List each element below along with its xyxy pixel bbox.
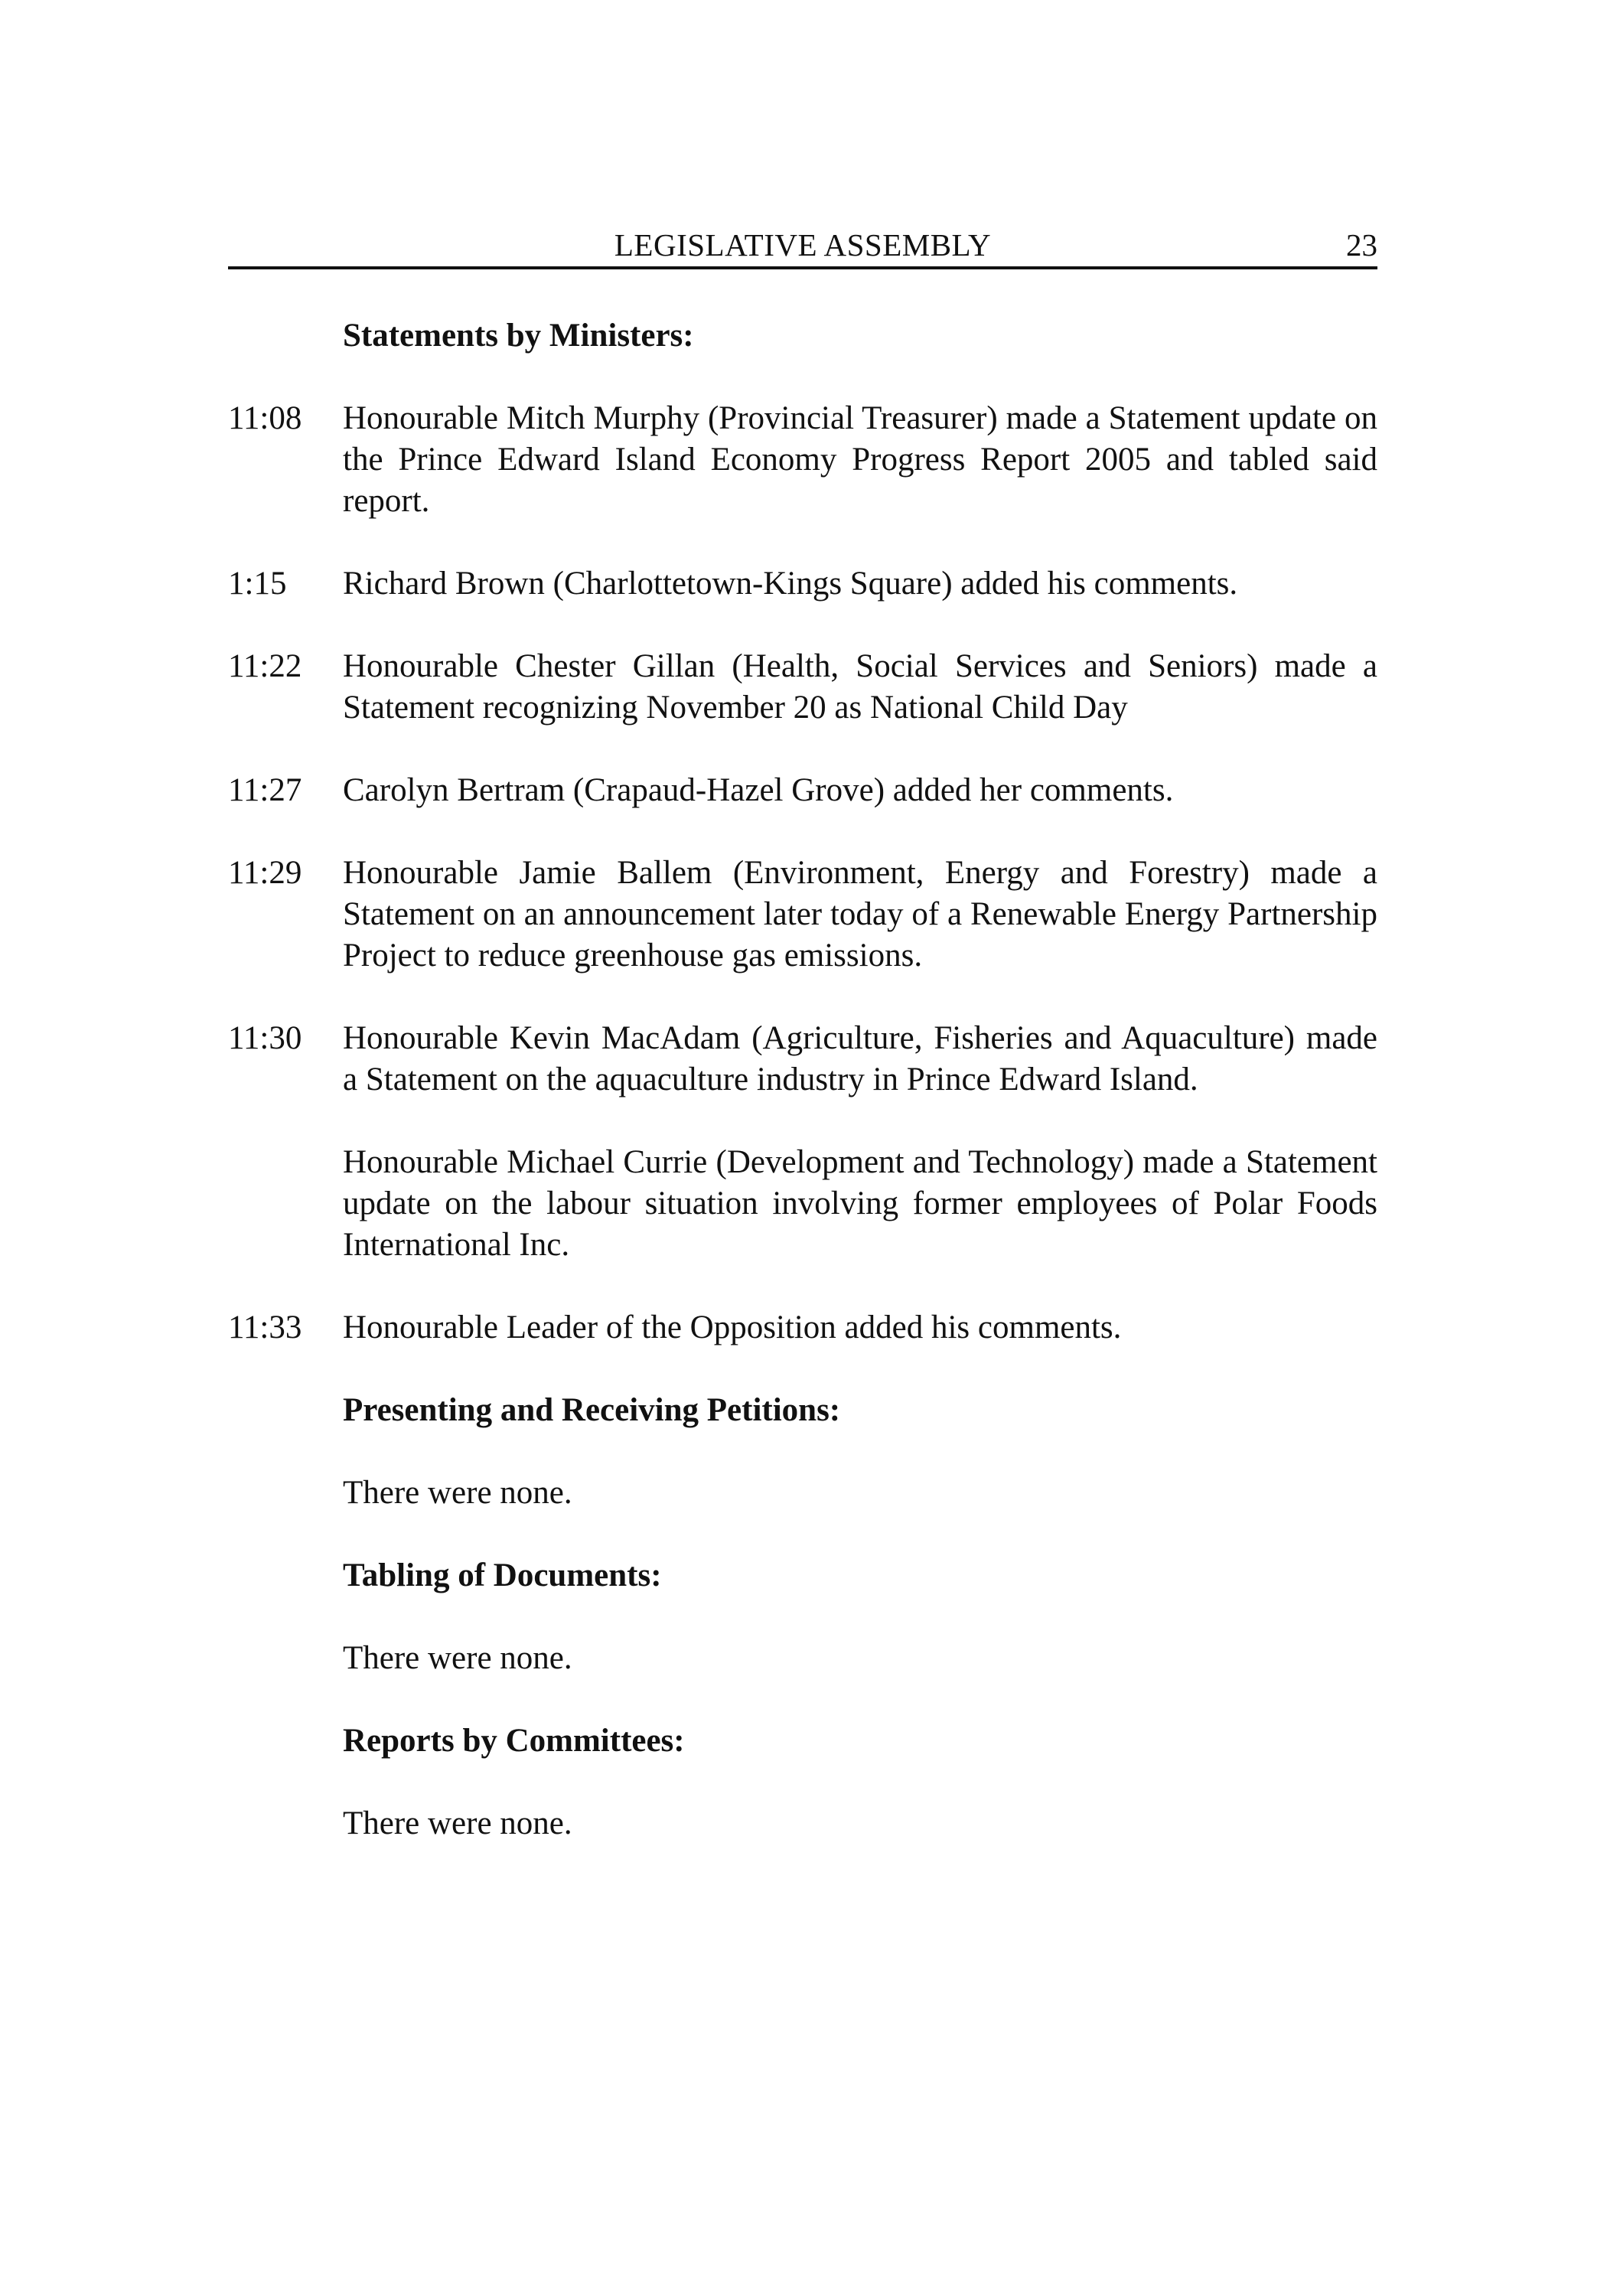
entry-time bbox=[228, 1142, 343, 1266]
spacer bbox=[228, 1349, 1377, 1390]
entry-text: Honourable Leader of the Opposition added his comments. bbox=[343, 1309, 1122, 1345]
entry-time: 11:33 bbox=[228, 1309, 302, 1345]
statement-entry bbox=[228, 1018, 1377, 1101]
committees-text: There were none. bbox=[343, 1805, 572, 1841]
entry-time: 11:08 bbox=[228, 400, 302, 436]
statement-entry bbox=[228, 563, 1377, 605]
petitions-text: There were none. bbox=[343, 1475, 572, 1511]
statement-entry bbox=[228, 398, 1377, 522]
section-heading-documents: Tabling of Documents: bbox=[343, 1557, 662, 1593]
header-title: LEGISLATIVE ASSEMBLY bbox=[614, 227, 992, 263]
spacer bbox=[228, 1101, 1377, 1142]
entry-time: 1:15 bbox=[228, 566, 287, 602]
page-header bbox=[228, 223, 1377, 269]
spacer bbox=[228, 729, 1377, 770]
section-heading-committees: Reports by Committees: bbox=[343, 1723, 685, 1759]
entry-time: 11:27 bbox=[228, 772, 302, 808]
entry-time: 11:29 bbox=[228, 855, 302, 891]
spacer bbox=[228, 977, 1377, 1018]
statement-entry bbox=[228, 1307, 1377, 1349]
entry-text: Honourable Mitch Murphy (Provincial Treasurer) made a Statement update on the Prince Edward Island Economy Progress Report 2005 and tabled said report. bbox=[343, 400, 1377, 519]
spacer bbox=[228, 605, 1377, 646]
statement-entry bbox=[228, 1142, 1377, 1266]
documents-text: There were none. bbox=[343, 1640, 572, 1676]
spacer bbox=[228, 1762, 1377, 1803]
section-heading-petitions: Presenting and Receiving Petitions: bbox=[343, 1392, 841, 1428]
entry-text: Honourable Jamie Ballem (Environment, Energy and Forestry) made a Statement on an announcement later today of a Renewable Energy Partnership Project to reduce greenhouse gas emissions. bbox=[343, 855, 1377, 974]
spacer bbox=[228, 1266, 1377, 1307]
spacer bbox=[228, 522, 1377, 563]
page-content bbox=[228, 315, 1377, 1844]
entry-text: Honourable Chester Gillan (Health, Social Services and Seniors) made a Statement recognizing November 20 as National Child Day bbox=[343, 648, 1377, 726]
spacer bbox=[228, 1679, 1377, 1720]
entry-text: Carolyn Bertram (Crapaud-Hazel Grove) added her comments. bbox=[343, 772, 1174, 808]
spacer bbox=[228, 1596, 1377, 1638]
section-heading-statements: Statements by Ministers: bbox=[343, 318, 694, 354]
spacer bbox=[228, 1514, 1377, 1555]
statement-entry bbox=[228, 646, 1377, 729]
entry-text: Honourable Michael Currie (Development and Technology) made a Statement update on the labour situation involving former employees of Polar Foods International Inc. bbox=[343, 1144, 1377, 1263]
spacer bbox=[228, 811, 1377, 853]
entry-text: Richard Brown (Charlottetown-Kings Square) added his comments. bbox=[343, 566, 1238, 602]
entry-time: 11:22 bbox=[228, 648, 302, 684]
entry-time: 11:30 bbox=[228, 1020, 302, 1056]
statement-entry bbox=[228, 770, 1377, 811]
spacer bbox=[228, 357, 1377, 398]
statement-entry bbox=[228, 853, 1377, 977]
page-number: 23 bbox=[1346, 227, 1377, 263]
spacer bbox=[228, 1431, 1377, 1473]
entry-text: Honourable Kevin MacAdam (Agriculture, Fisheries and Aquaculture) made a Statement on the aquaculture industry in Prince Edward Island. bbox=[343, 1020, 1377, 1097]
